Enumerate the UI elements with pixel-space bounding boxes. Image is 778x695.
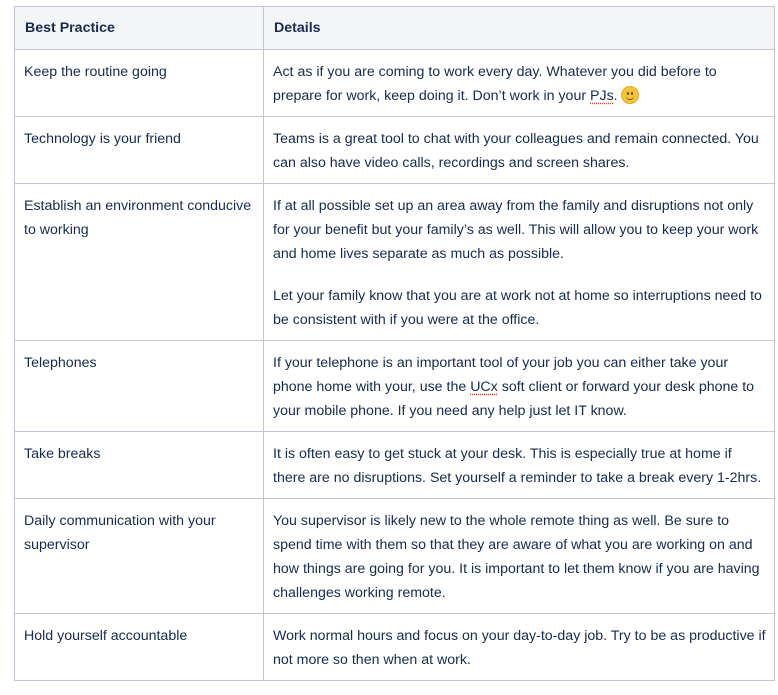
practice-cell: Establish an environment conducive to working (15, 184, 264, 341)
details-text: soft client or forward your desk phone to your mobile phone. If you need any help just let IT know. (273, 379, 755, 419)
details-paragraph: If at all possible set up an area away from the family and disruptions not only for your benefit but your family’s as well. This will allow you to keep your work and home lives separate as much as possible. (273, 198, 759, 262)
table-row (15, 117, 775, 184)
table-header-row (15, 7, 775, 50)
spellcheck-flagged-word[interactable]: PJs (590, 88, 614, 104)
table-row (15, 499, 775, 614)
details-cell (264, 614, 775, 681)
details-text: Act as if you are coming to work every day. Whatever you did before to prepare for work, keep doing it. Don’t work in your (273, 64, 717, 104)
details-cell (264, 184, 775, 341)
table-row (15, 50, 775, 117)
details-cell (264, 432, 775, 499)
best-practices-table (14, 6, 775, 681)
details-paragraph: It is often easy to get stuck at your desk. This is especially true at home if there are no disruptions. Set yourself a reminder to take a break every 1-2hrs. (273, 446, 762, 486)
column-header-details: Details (264, 7, 775, 50)
table-row (15, 341, 775, 432)
details-text: . (613, 88, 618, 104)
details-paragraph (273, 351, 766, 423)
table-row (15, 614, 775, 681)
practice-cell: Keep the routine going (15, 50, 264, 117)
details-cell (264, 499, 775, 614)
practice-cell: Telephones (15, 341, 264, 432)
best-practices-table-container (14, 6, 774, 681)
column-header-best-practice: Best Practice (15, 7, 264, 50)
slightly-smiling-face-icon (621, 86, 639, 104)
practice-cell: Daily communication with your supervisor (15, 499, 264, 614)
details-paragraph: Teams is a great tool to chat with your colleagues and remain connected. You can also have video calls, recordings and screen shares. (273, 131, 759, 171)
table-row (15, 184, 775, 341)
details-paragraph (273, 60, 766, 108)
details-paragraph: You supervisor is likely new to the whole remote thing as well. Be sure to spend time with them so that they are aware of what you are working on and how things are going for you. It is important to let them know if you are having challenges working remote. (273, 513, 760, 601)
spellcheck-flagged-word[interactable]: UCx (470, 379, 498, 395)
details-cell (264, 341, 775, 432)
practice-cell: Hold yourself accountable (15, 614, 264, 681)
table-row (15, 432, 775, 499)
details-cell (264, 50, 775, 117)
details-cell (264, 117, 775, 184)
practice-cell: Take breaks (15, 432, 264, 499)
practice-cell: Technology is your friend (15, 117, 264, 184)
details-text: If your telephone is an important tool of your job you can either take your phone home with your, use the (273, 355, 729, 395)
details-paragraph: Work normal hours and focus on your day-to-day job. Try to be as productive if not more so then when at work. (273, 628, 766, 668)
details-paragraph: Let your family know that you are at work not at home so interruptions need to be consistent with if you were at the office. (273, 288, 762, 328)
